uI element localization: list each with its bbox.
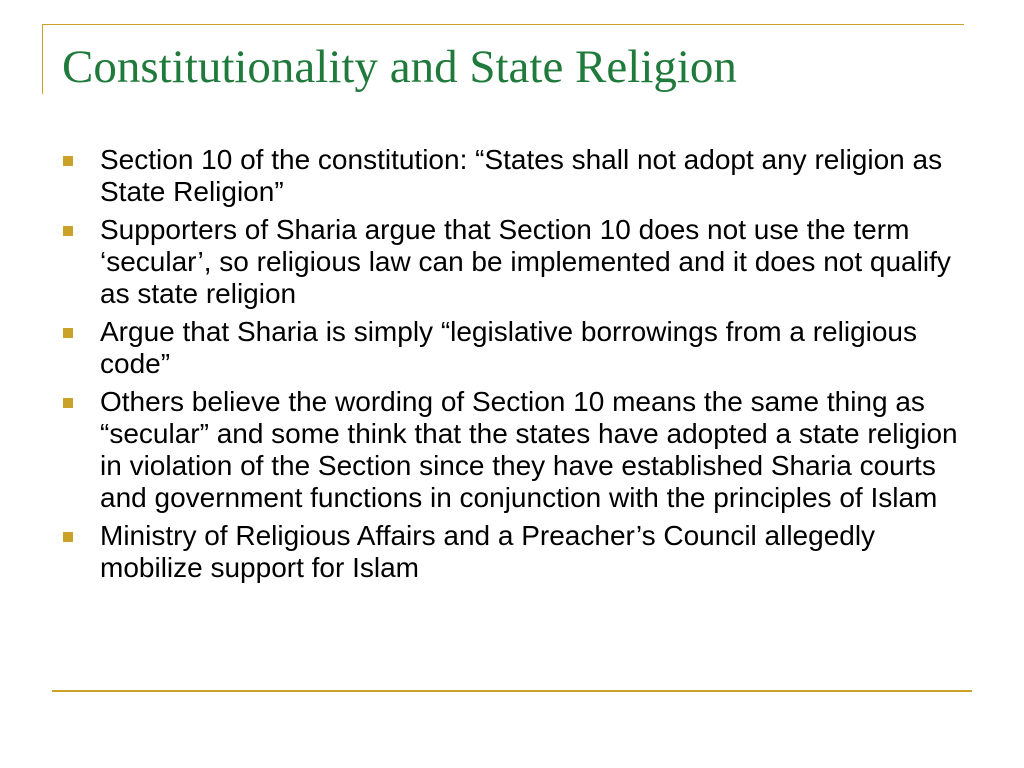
bullet-item — [62, 316, 967, 380]
slide-title: Constitutionality and State Religion — [62, 41, 737, 93]
bullet-list — [62, 144, 967, 590]
square-bullet-icon — [62, 386, 100, 408]
frame-top-rule — [42, 24, 964, 25]
bullet-text: Section 10 of the constitution: “States shall not adopt any religion as State Religion” — [100, 144, 943, 207]
bullet-text: Ministry of Religious Affairs and a Preacher’s Council allegedly mobilize support for Islam — [100, 520, 876, 583]
frame-left-rule — [42, 24, 43, 94]
square-bullet-icon — [62, 214, 100, 236]
bullet-item — [62, 214, 967, 310]
frame-bottom-rule — [52, 690, 972, 692]
bullet-text: Argue that Sharia is simply “legislative borrowings from a religious code” — [100, 316, 918, 379]
bullet-item — [62, 520, 967, 584]
square-bullet-icon — [62, 520, 100, 542]
bullet-item — [62, 386, 967, 514]
square-bullet-icon — [62, 316, 100, 338]
bullet-text: Others believe the wording of Section 10 means the same thing as “secular” and some think that the states have adopted a state religion in violation of the Section since they have established Sharia courts and government functions in conjunction with the principles of Islam — [100, 386, 958, 513]
bullet-item — [62, 144, 967, 208]
square-bullet-icon — [62, 144, 100, 166]
bullet-text: Supporters of Sharia argue that Section 10 does not use the term ‘secular’, so religious law can be implemented and it does not qualify as state religion — [100, 214, 951, 309]
